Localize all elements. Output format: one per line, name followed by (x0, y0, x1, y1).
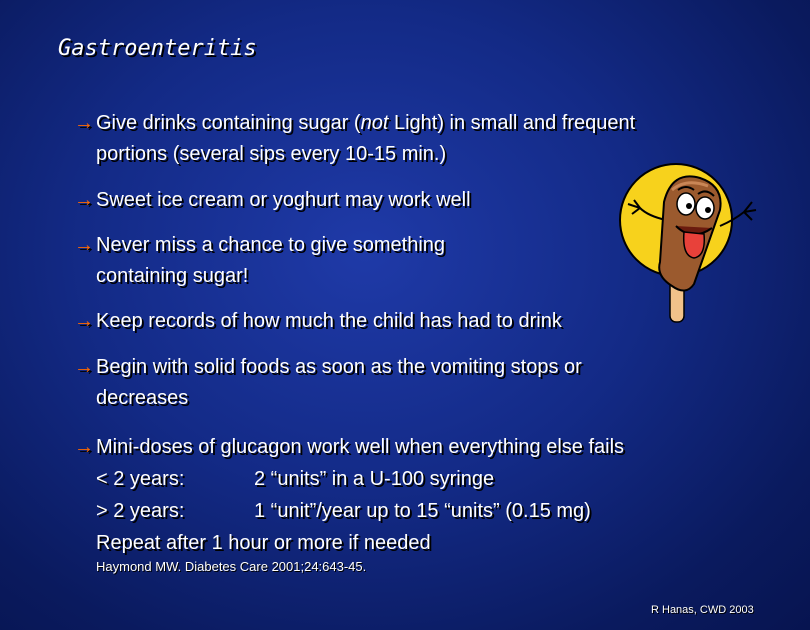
bullet-1-line2: portions (several sips every 10-15 min.) (96, 143, 447, 165)
bullet-2-text: Sweet ice cream or yoghurt may work well (96, 189, 471, 211)
author-credit: R Hanas, CWD 2003 (651, 604, 754, 616)
arrow-icon: → (74, 234, 94, 256)
dose-row-value: 1 “unit”/year up to 15 “units” (0.15 mg) (254, 500, 591, 522)
arrow-icon: → (74, 436, 94, 458)
bullet-3-line2: containing sugar! (96, 265, 249, 287)
bullet-5-text: Begin with solid foods as soon as the vomiting stops or (96, 356, 582, 378)
reference-citation: Haymond MW. Diabetes Care 2001;24:643-45. (96, 559, 367, 574)
arrow-icon: → (74, 189, 94, 211)
bullet-6-last-line: Repeat after 1 hour or more if needed (96, 532, 431, 554)
arrow-icon: → (74, 310, 94, 332)
ice-cream-character-illustration (612, 150, 762, 335)
slide-title: Gastroenteritis (58, 36, 257, 61)
bullet-6-text: Mini-doses of glucagon work well when everything else fails (96, 436, 625, 458)
bullet-6 (74, 431, 624, 559)
bullet-5 (74, 352, 582, 414)
tongue (684, 232, 705, 258)
dose-row-value: 2 “units” in a U-100 syringe (254, 468, 495, 490)
arrow-icon: → (74, 356, 94, 378)
bullet-2 (74, 185, 471, 216)
bullet-1 (74, 108, 635, 170)
bullet-3-text: Never miss a chance to give something (96, 234, 446, 256)
bullet-3 (74, 230, 445, 292)
dose-row-label: < 2 years: (96, 468, 185, 490)
bullet-5-line2: decreases (96, 387, 189, 409)
bullet-1-text-post: Light) in small and frequent (388, 112, 636, 134)
dose-row (74, 495, 624, 527)
left-eye (677, 193, 695, 215)
right-eye (696, 197, 714, 219)
bullet-1-emphasis: not (360, 112, 389, 134)
dose-row-label: > 2 years: (96, 500, 185, 522)
bullet-4 (74, 306, 562, 337)
bullet-4-text: Keep records of how much the child has had to drink (96, 310, 562, 332)
arrow-icon: → (74, 112, 94, 134)
dose-row (74, 463, 624, 495)
bullet-1-text-pre: Give drinks containing sugar ( (96, 112, 361, 134)
